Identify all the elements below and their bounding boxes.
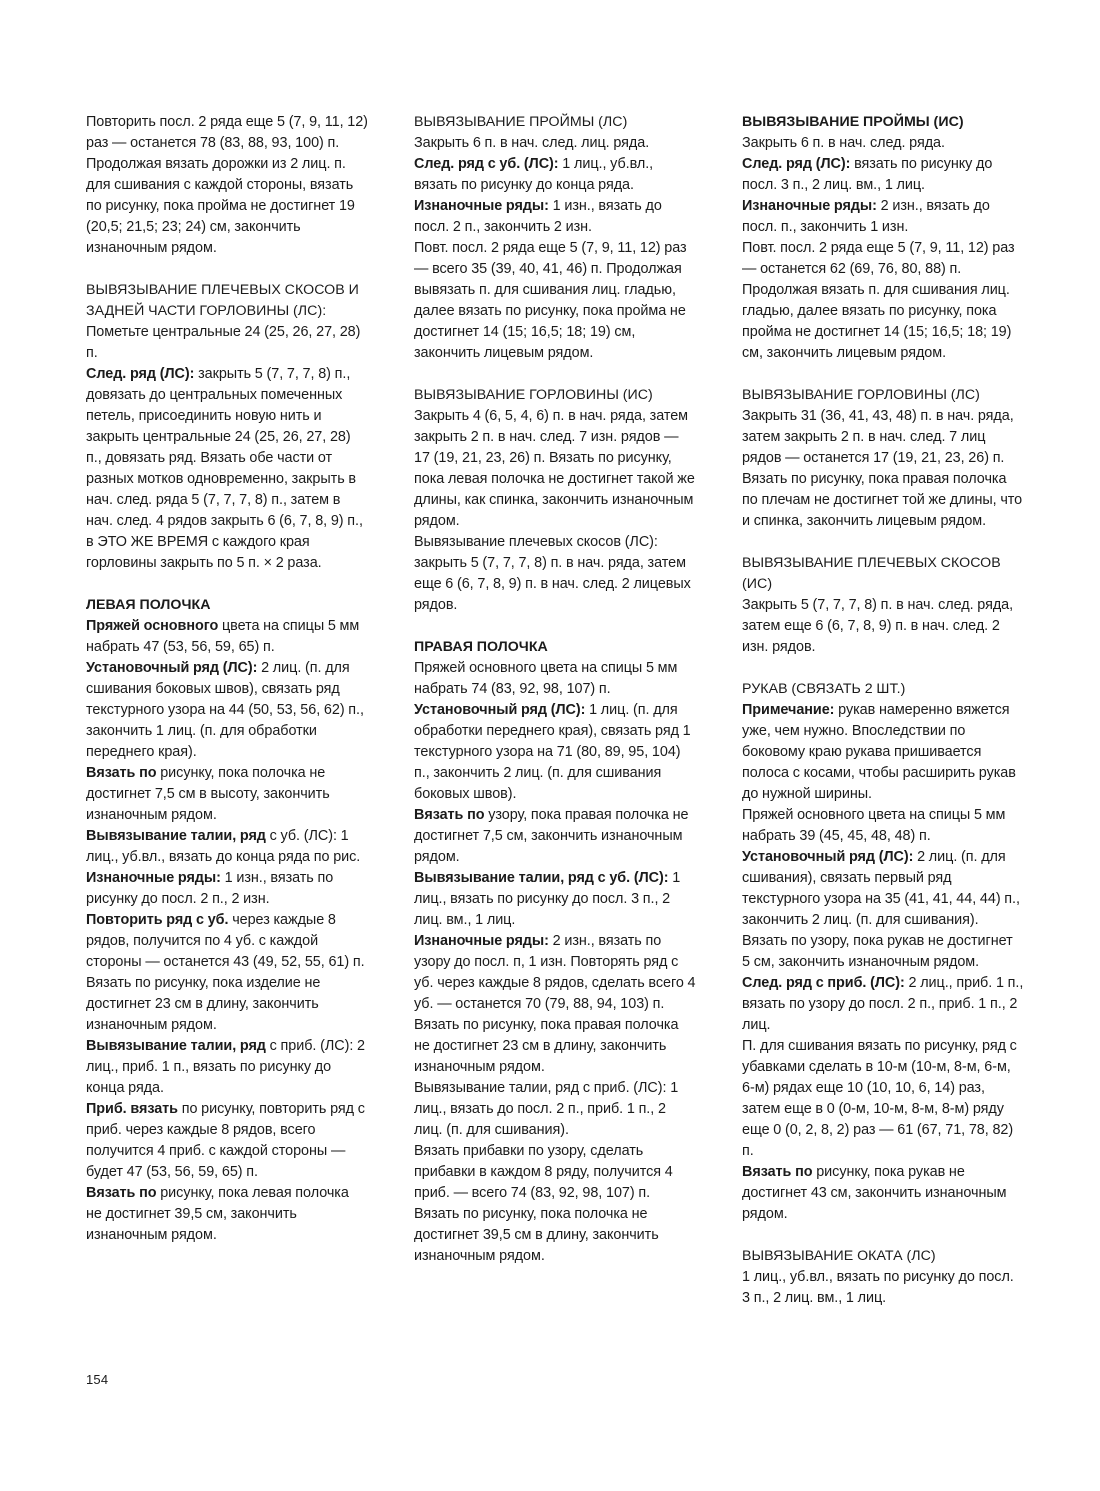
neckline-shaping-rs-heading-text: ВЫВЯЗЫВАНИЕ ГОРЛОВИНЫ (ЛС) — [742, 387, 980, 403]
next-row-rs-paragraph-lead: След. ряд (ЛС): — [742, 156, 851, 172]
armhole-shaping-ws-heading — [742, 112, 1024, 133]
column-left — [86, 112, 368, 1246]
knit-to-height-paragraph-lead: Вязать по — [86, 765, 157, 781]
shoulder-slope-back-neck-heading — [86, 280, 368, 322]
paragraph-spacer — [742, 1225, 1024, 1246]
waist-decrease-row-paragraph — [414, 868, 696, 931]
setup-row-paragraph — [414, 700, 696, 805]
cast-on-paragraph — [414, 658, 696, 700]
shoulder-bind-off-paragraph-text: Закрыть 5 (7, 7, 7, 8) п. в нач. след. ряда, затем еще 6 (6, 7, 8, 9) п. в нач. след. 2 изн. рядов. — [742, 597, 1014, 655]
shoulder-slope-rs-paragraph — [414, 532, 696, 616]
purl-rows-paragraph-text: 2 изн., вязать по узору до посл. п, 1 изн. Повторять ряд с уб. через каждые 8 рядов, сделать всего 4 уб. — останется 70 (79, 88, 94, 103) п. Вязать по рисунку, пока правая полочка не достигнет 23 см в длину, закончить изнаночным рядом. — [414, 933, 696, 1075]
knit-to-height-paragraph — [414, 805, 696, 868]
sleeve-note-paragraph-text: рукав намеренно вяжется уже, чем нужно. Впоследствии по боковому краю рукава пришивается полоса с косами, чтобы расширить рукав до нужной ширины. — [742, 702, 1016, 802]
sleeve-increase-row-paragraph-lead: След. ряд с приб. (ЛС): — [742, 975, 905, 991]
text-columns-container — [86, 112, 1024, 1322]
neckline-bind-off-paragraph — [742, 406, 1024, 532]
sleeve-increase-row-paragraph — [742, 973, 1024, 1036]
neckline-bind-off-paragraph — [414, 406, 696, 532]
sleeve-cast-on-paragraph — [742, 805, 1024, 847]
repeat-last-2-rows-paragraph-text: Повт. посл. 2 ряда еще 5 (7, 9, 11, 12) раз — всего 35 (39, 40, 41, 46) п. Продолжая вывязать п. для сшивания лиц. гладью, далее вязать по рисунку, пока пройма не достигнет 14 (15; 16,5; 18; 19) см, закончить лицевым рядом. — [414, 240, 687, 361]
shoulder-slope-rs-paragraph-text: Вывязывание плечевых скосов (ЛС): закрыть 5 (7, 7, 7, 8) п. в нач. ряда, затем еще 6 (6, 7, 8, 9) п. в нач. след. 2 лицевых рядов. — [414, 534, 691, 613]
repeat-decrease-row-paragraph-lead: Повторить ряд с уб. — [86, 912, 229, 928]
purl-rows-paragraph-lead: Изнаночные ряды: — [742, 198, 877, 214]
sleeve-cap-row-paragraph-text: 1 лиц., уб.вл., вязать по рисунку до посл. 3 п., 2 лиц. вм., 1 лиц. — [742, 1269, 1014, 1306]
paragraph-spacer — [86, 574, 368, 595]
page-number: 154 — [86, 1372, 109, 1387]
sleeve-knit-to-length-paragraph-text: рисунку, пока рукав не достигнет 43 см, закончить изнаночным рядом. — [742, 1164, 1007, 1222]
purl-rows-paragraph-text: 1 изн., вязать до посл. 2 п., закончить 2 изн. — [414, 198, 662, 235]
sleeve-setup-row-paragraph-text: 2 лиц. (п. для сшивания), связать первый ряд текстурного узора на 35 (41, 41, 44, 44) п., закончить 2 лиц. (п. для сшивания). Вязать по узору, пока рукав не достигнет 5 см, закончить изнаночным рядом. — [742, 849, 1020, 970]
bind-off-6-paragraph-text: Закрыть 6 п. в нач. след. ряда. — [742, 135, 945, 151]
sleeve-cast-on-paragraph-text: Пряжей основного цвета на спицы 5 мм набрать 39 (45, 45, 48, 48) п. — [742, 807, 1006, 844]
purl-rows-paragraph-lead: Изнаночные ряды: — [86, 870, 221, 886]
sleeve-knit-to-length-paragraph-lead: Вязать по — [742, 1164, 813, 1180]
left-front-heading — [86, 595, 368, 616]
knit-to-height-paragraph-text: узору, пока правая полочка не достигнет 7,5 см, закончить изнаночным рядом. — [414, 807, 689, 865]
sleeve-cap-heading-text: ВЫВЯЗЫВАНИЕ ОКАТА (ЛС) — [742, 1248, 936, 1264]
sleeve-increase-row-paragraph-text: 2 лиц., приб. 1 п., вязать по узору до посл. 2 п., приб. 1 п., 2 лиц. — [742, 975, 1024, 1033]
setup-row-paragraph — [86, 658, 368, 763]
waist-decrease-row-paragraph-lead: Вывязывание талии, ряд — [86, 828, 266, 844]
repeat-last-2-rows-paragraph — [414, 238, 696, 364]
neckline-shaping-ws-heading-text: ВЫВЯЗЫВАНИЕ ГОРЛОВИНЫ (ИС) — [414, 387, 653, 403]
sleeve-note-paragraph — [742, 700, 1024, 805]
waist-increase-row-paragraph-text: с приб. (ЛС): 2 лиц., приб. 1 п., вязать по рисунку до конца ряда. — [86, 1038, 365, 1096]
bind-off-6-paragraph-text: Закрыть 6 п. в нач. след. лиц. ряда. — [414, 135, 650, 151]
cast-on-paragraph-text: Пряжей основного цвета на спицы 5 мм набрать 74 (83, 92, 98, 107) п. — [414, 660, 678, 697]
waist-increase-row-paragraph — [414, 1078, 696, 1141]
shoulder-slope-ws-heading-text: ВЫВЯЗЫВАНИЕ ПЛЕЧЕВЫХ СКОСОВ (ИС) — [742, 555, 1001, 592]
cast-on-paragraph-lead: Пряжей основного — [86, 618, 219, 634]
neckline-shaping-ws-heading — [414, 385, 696, 406]
setup-row-paragraph-lead: Установочный ряд (ЛС): — [86, 660, 258, 676]
repeat-decrease-row-paragraph-text: через каждые 8 рядов, получится по 4 уб. с каждой стороны — останется 43 (49, 52, 55, 61) п. Вязать по рисунку, пока изделие не достигнет 23 см в длину, закончить изнаночным рядом. — [86, 912, 365, 1033]
armhole-shaping-rs-heading — [414, 112, 696, 133]
next-row-rs-paragraph-text: вязать по рисунку до посл. 3 п., 2 лиц. вм., 1 лиц. — [742, 156, 993, 193]
purl-rows-paragraph — [86, 868, 368, 910]
column-middle — [414, 112, 696, 1267]
repeat-last-rows-paragraph-text: Повторить посл. 2 ряда еще 5 (7, 9, 11, 12) раз — останется 78 (83, 88, 93, 100) п. Продолжая вязать дорожки из 2 лиц. п. для сшивания с каждой стороны, вязать по рисунку, пока пройма не достигнет 19 (20,5; 21,5; 23; 24) см, закончить изнаночным рядом. — [86, 114, 368, 256]
sleeve-note-paragraph-lead: Примечание: — [742, 702, 835, 718]
column-right — [742, 112, 1024, 1309]
neckline-bind-off-paragraph-text: Закрыть 4 (6, 5, 4, 6) п. в нач. ряда, затем закрыть 2 п. в нач. след. 7 изн. рядов — 17 (19, 21, 23, 26) п. Вязать по рисунку, пока левая полочка не достигнет такой же длины, как спинка, закончить изнаночным рядом. — [414, 408, 695, 529]
setup-row-paragraph-text: 1 лиц. (п. для обработки переднего края), связать ряд 1 текстурного узора на 71 (80, 89, 95, 104) п., закончить 2 лиц. (п. для сшивания боковых швов). — [414, 702, 691, 802]
purl-rows-paragraph — [414, 931, 696, 1078]
next-row-rs-paragraph-text: закрыть 5 (7, 7, 7, 8) п., довязать до центральных помеченных петель, присоединить новую нить и закрыть центральные 24 (25, 26, 27, 28) п., довязать ряд. Вязать обе части от разных мотков одновременно, закрыть в нач. след. ряда 5 (7, 7, 7, 8) п., затем в нач. след. 4 рядов закрыть 6 (6, 7, 8, 9) п., в ЭТО ЖЕ ВРЕМЯ с каждого края горловины закрыть по 5 п. × 2 раза. — [86, 366, 363, 571]
next-decrease-row-paragraph-lead: След. ряд с уб. (ЛС): — [414, 156, 559, 172]
sleeve-knit-to-length-paragraph — [742, 1162, 1024, 1225]
next-row-rs-paragraph-lead: След. ряд (ЛС): — [86, 366, 195, 382]
purl-rows-paragraph-lead: Изнаночные ряды: — [414, 933, 549, 949]
right-front-heading-text: ПРАВАЯ ПОЛОЧКА — [414, 639, 548, 655]
waist-decrease-row-paragraph-lead: Вывязывание талии, ряд с уб. (ЛС): — [414, 870, 669, 886]
knit-to-height-paragraph-text: рисунку, пока полочка не достигнет 7,5 см в высоту, закончить изнаночным рядом. — [86, 765, 330, 823]
repeat-last-rows-paragraph — [86, 112, 368, 259]
increase-knit-paragraph-text: по рисунку, повторить ряд с приб. через каждые 8 рядов, всего получится 4 приб. с каждой стороны — будет 47 (53, 56, 59, 65) п. — [86, 1101, 365, 1180]
setup-row-paragraph-lead: Установочный ряд (ЛС): — [414, 702, 586, 718]
bind-off-6-paragraph — [742, 133, 1024, 154]
armhole-shaping-ws-heading-lead: ВЫВЯЗЫВАНИЕ ПРОЙМЫ — [742, 114, 930, 130]
increase-knit-paragraph — [86, 1099, 368, 1183]
purl-rows-paragraph — [742, 196, 1024, 238]
paragraph-spacer — [414, 616, 696, 637]
next-row-rs-paragraph — [742, 154, 1024, 196]
sleeve-heading — [742, 679, 1024, 700]
increase-knit-paragraph-lead: Приб. вязать — [86, 1101, 178, 1117]
sleeve-cap-row-paragraph — [742, 1267, 1024, 1309]
shoulder-slope-ws-heading — [742, 553, 1024, 595]
next-row-rs-paragraph — [86, 364, 368, 574]
right-front-heading — [414, 637, 696, 658]
sleeve-cap-heading — [742, 1246, 1024, 1267]
waist-decrease-row-paragraph — [86, 826, 368, 868]
waist-increase-row-paragraph-lead: Вывязывание талии, ряд — [86, 1038, 266, 1054]
sleeve-seam-stitches-paragraph — [742, 1036, 1024, 1162]
repeat-last-2-rows-paragraph-text: Повт. посл. 2 ряда еще 5 (7, 9, 11, 12) раз — останется 62 (69, 76, 80, 88) п. Продолжая вязать п. для сшивания лиц. гладью, далее вязать по рисунку, пока пройма не достигнет 14 (15; 16,5; 18; 19) см, закончить лицевым рядом. — [742, 240, 1015, 361]
cast-on-paragraph — [86, 616, 368, 658]
waist-decrease-row-paragraph-text: 1 лиц., вязать по рисунку до посл. 3 п., 2 лиц. вм., 1 лиц. — [414, 870, 681, 928]
increase-knit-paragraph — [414, 1141, 696, 1267]
purl-rows-paragraph-text: 2 изн., вязать до посл. п., закончить 1 изн. — [742, 198, 990, 235]
knit-to-length-paragraph — [86, 1183, 368, 1246]
sleeve-setup-row-paragraph — [742, 847, 1024, 973]
sleeve-setup-row-paragraph-lead: Установочный ряд (ЛС): — [742, 849, 914, 865]
knit-to-length-paragraph-lead: Вязать по — [86, 1185, 157, 1201]
purl-rows-paragraph — [414, 196, 696, 238]
knit-to-height-paragraph — [86, 763, 368, 826]
neckline-bind-off-paragraph-text: Закрыть 31 (36, 41, 43, 48) п. в нач. ряда, затем закрыть 2 п. в нач. след. 7 лиц рядов — останется 17 (19, 21, 23, 26) п. Вязать по рисунку, пока правая полочка по плечам не достигнет той же длины, что и спинка, закончить лицевым рядом. — [742, 408, 1023, 529]
armhole-shaping-ws-heading-text: (ИС) — [929, 114, 964, 130]
cast-on-paragraph-text: цвета на спицы 5 мм набрать 47 (53, 56, 59, 65) п. — [86, 618, 360, 655]
setup-row-paragraph-text: 2 лиц. (п. для сшивания боковых швов), связать ряд текстурного узора на 44 (50, 53, 56, 62) п., закончить 1 лиц. (п. для обработки переднего края). — [86, 660, 364, 760]
waist-decrease-row-paragraph-text: с уб. (ЛС): 1 лиц., уб.вл., вязать до конца ряда по рис. — [86, 828, 361, 865]
sleeve-heading-text: РУКАВ (СВЯЗАТЬ 2 ШТ.) — [742, 681, 906, 697]
shoulder-bind-off-paragraph — [742, 595, 1024, 658]
mark-central-stitches-paragraph — [86, 322, 368, 364]
left-front-heading-text: ЛЕВАЯ ПОЛОЧКА — [86, 597, 211, 613]
sleeve-seam-stitches-paragraph-text: П. для сшивания вязать по рисунку, ряд с убавками сделать в 10-м (10-м, 8-м, 6-м, 6-м) рядах еще 10 (10, 10, 6, 14) раз, затем еще в 0 (0-м, 10-м, 8-м, 8-м) ряду еще 0 (0, 2, 8, 2) раз — 61 (67, 71, 78, 82) п. — [742, 1038, 1017, 1159]
repeat-decrease-row-paragraph — [86, 910, 368, 1036]
shoulder-slope-back-neck-heading-text: ВЫВЯЗЫВАНИЕ ПЛЕЧЕВЫХ СКОСОВ И ЗАДНЕЙ ЧАСТИ ГОРЛОВИНЫ (ЛС): — [86, 282, 359, 319]
mark-central-stitches-paragraph-text: Пометьте центральные 24 (25, 26, 27, 28) п. — [86, 324, 361, 361]
repeat-last-2-rows-paragraph — [742, 238, 1024, 364]
paragraph-spacer — [742, 532, 1024, 553]
armhole-shaping-rs-heading-text: ВЫВЯЗЫВАНИЕ ПРОЙМЫ (ЛС) — [414, 114, 628, 130]
knit-to-height-paragraph-lead: Вязать по — [414, 807, 485, 823]
purl-rows-paragraph-text: 1 изн., вязать по рисунку до посл. 2 п., 2 изн. — [86, 870, 334, 907]
next-decrease-row-paragraph-text: 1 лиц., уб.вл., вязать по рисунку до конца ряда. — [414, 156, 654, 193]
bind-off-6-paragraph — [414, 133, 696, 154]
purl-rows-paragraph-lead: Изнаночные ряды: — [414, 198, 549, 214]
paragraph-spacer — [742, 658, 1024, 679]
paragraph-spacer — [742, 364, 1024, 385]
waist-increase-row-paragraph-text: Вывязывание талии, ряд с приб. (ЛС): 1 лиц., вязать до посл. 2 п., приб. 1 п., 2 лиц. (п. для сшивания). — [414, 1080, 679, 1138]
waist-increase-row-paragraph — [86, 1036, 368, 1099]
paragraph-spacer — [86, 259, 368, 280]
neckline-shaping-rs-heading — [742, 385, 1024, 406]
next-decrease-row-paragraph — [414, 154, 696, 196]
increase-knit-paragraph-text: Вязать прибавки по узору, сделать прибавки в каждом 8 ряду, получится 4 приб. — всего 74 (83, 92, 98, 107) п. Вязать по рисунку, пока полочка не достигнет 39,5 см в длину, закончить изнаночным рядом. — [414, 1143, 673, 1264]
knit-to-length-paragraph-text: рисунку, пока левая полочка не достигнет 39,5 см, закончить изнаночным рядом. — [86, 1185, 349, 1243]
paragraph-spacer — [414, 364, 696, 385]
